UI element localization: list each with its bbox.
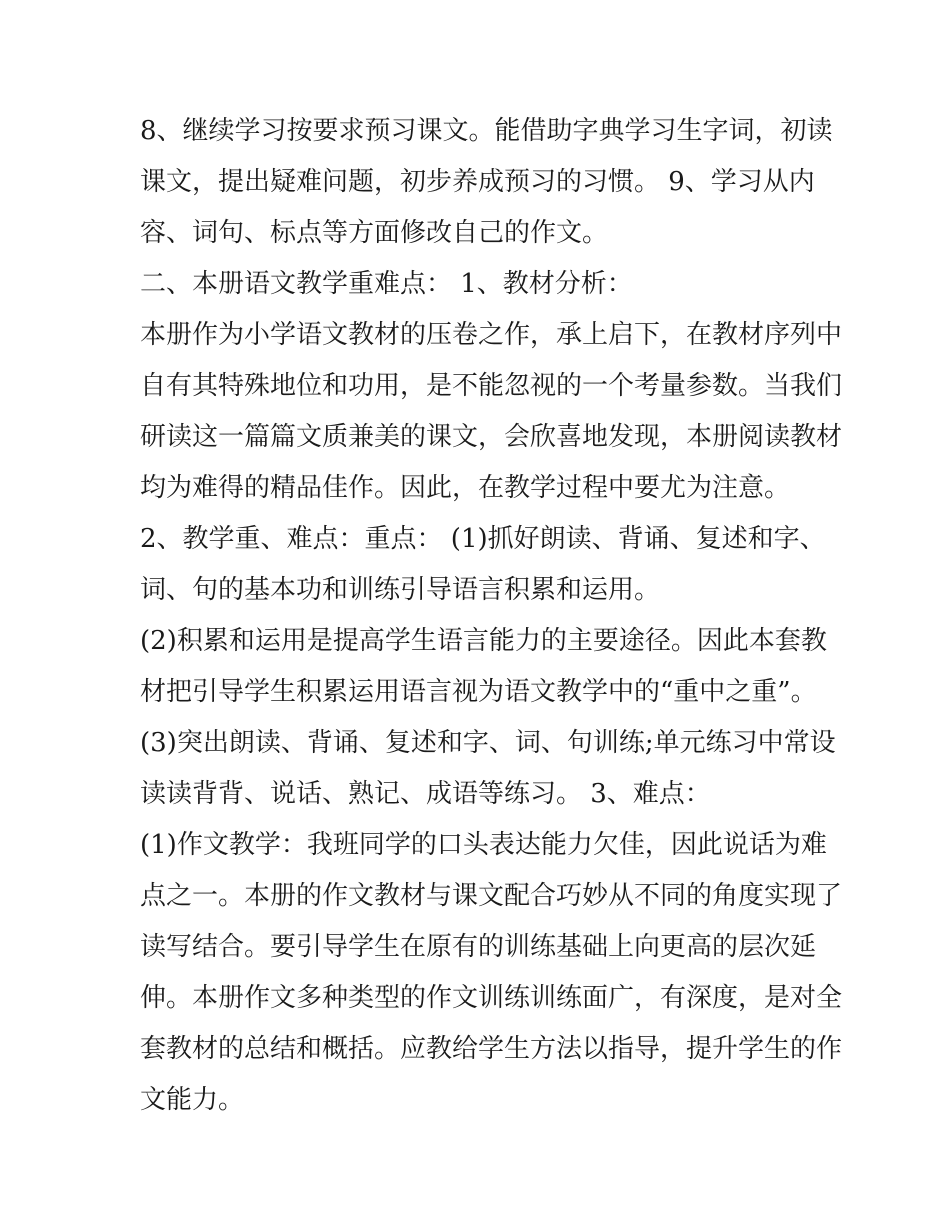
text-line: 读读背背、说话、熟记、成语等练习。 3、难点： <box>140 779 711 809</box>
text-line: 课文，提出疑难问题，初步养成预习的习惯。 9、学习从内 <box>140 167 815 197</box>
text-line: 材把引导学生积累运用语言视为语文教学中的“重中之重”。 <box>140 677 817 707</box>
text-line: 自有其特殊地位和功用，是不能忽视的一个考量参数。当我们 <box>140 371 843 401</box>
text-line: (1)作文教学：我班同学的口头表达能力欠佳，因此说话为难 <box>140 830 827 860</box>
text-line: 本册作为小学语文教材的压卷之作，承上启下，在教材序列中 <box>140 320 843 350</box>
text-line: 读写结合。要引导学生在原有的训练基础上向更高的层次延 <box>140 932 817 962</box>
text-line: 8、继续学习按要求预习课文。能借助字典学习生字词，初读 <box>140 116 833 146</box>
text-line: 文能力。 <box>140 1085 245 1115</box>
text-line: 容、词句、标点等方面修改自己的作文。 <box>140 218 609 248</box>
text-line: 伸。本册作文多种类型的作文训练训练面广，有深度，是对全 <box>140 983 843 1013</box>
text-line: 词、句的基本功和训练引导语言积累和运用。 <box>140 575 661 605</box>
text-line: 研读这一篇篇文质兼美的课文，会欣喜地发现，本册阅读教材 <box>140 422 843 452</box>
text-line: 2、教学重、难点：重点： (1)抓好朗读、背诵、复述和字、 <box>140 524 826 554</box>
text-line: 点之一。本册的作文教材与课文配合巧妙从不同的角度实现了 <box>140 881 843 911</box>
section-heading: 二、本册语文教学重难点： 1、教材分析： <box>140 269 633 299</box>
text-line: 套教材的总结和概括。应教给学生方法以指导，提升学生的作 <box>140 1034 843 1064</box>
document-body <box>140 106 843 1126</box>
text-line: 均为难得的精品佳作。因此，在教学过程中要尤为注意。 <box>140 473 791 503</box>
text-line: (3)突出朗读、背诵、复述和字、词、句训练;单元练习中常设 <box>140 728 836 758</box>
text-line: (2)积累和运用是提高学生语言能力的主要途径。因此本套教 <box>140 626 827 656</box>
